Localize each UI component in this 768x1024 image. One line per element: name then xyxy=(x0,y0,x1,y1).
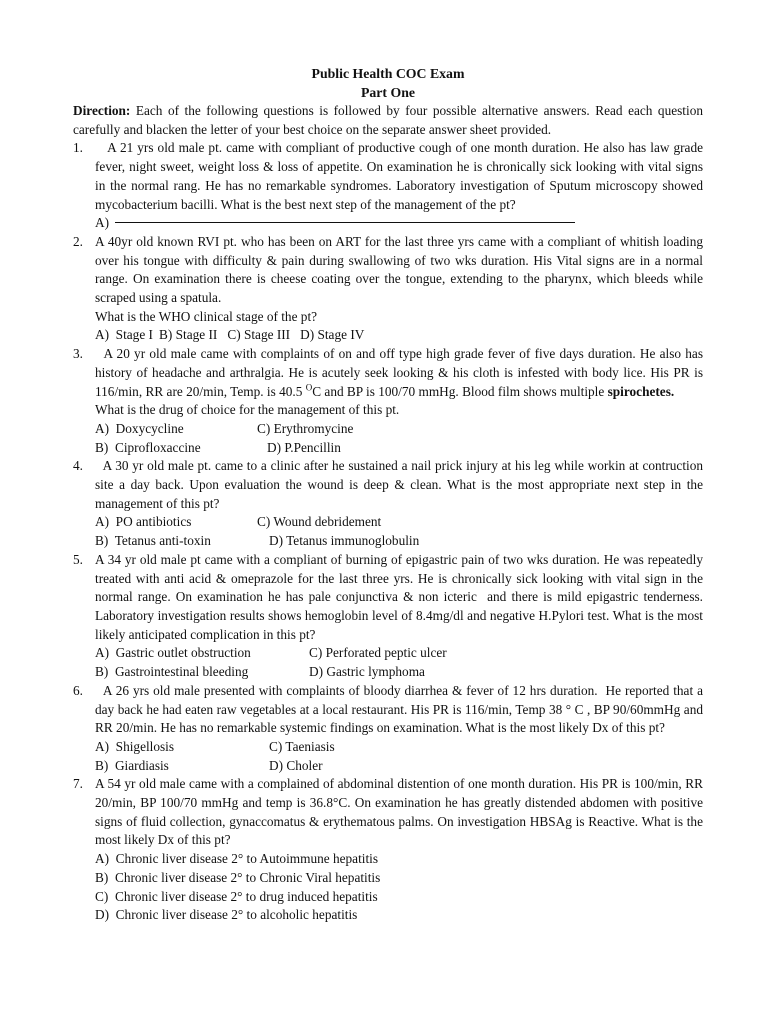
answer-label: A) xyxy=(95,215,110,231)
option-b[interactable]: B) Tetanus anti-toxin xyxy=(95,533,211,549)
options-row xyxy=(95,644,703,663)
question-text: A 26 yrs old male presented with complaints of bloody diarrhea & fever of 12 hrs duration. He reported that a day back he had eaten raw vegetables at a local restaurant. His PR is 116/min, Temp 38 ° C , BP 90/60mmHg and RR 20/min. He has no remarkable systemic findings on examination. What is the most likely Dx of this pt? xyxy=(95,682,707,736)
question-number: 6. xyxy=(73,682,83,698)
question-7 xyxy=(73,775,703,925)
answer-line xyxy=(95,214,703,233)
options-row xyxy=(95,326,703,345)
question-prompt: What is the drug of choice for the management of this pt. xyxy=(95,402,400,418)
question-6 xyxy=(73,682,707,776)
option-a[interactable]: A) PO antibiotics xyxy=(95,514,192,530)
question-number: 3. xyxy=(73,346,83,362)
option-b[interactable]: B) Chronic liver disease 2° to Chronic Viral hepatitis xyxy=(95,869,381,885)
option-d[interactable]: D) Chronic liver disease 2° to alcoholic hepatitis xyxy=(95,907,358,923)
question-text-cont: C and BP is 100/70 mmHg. Blood film shows multiple xyxy=(312,383,608,399)
option-d[interactable]: D) P.Pencillin xyxy=(267,439,341,455)
option-a[interactable]: A) Chronic liver disease 2° to Autoimmune hepatitis xyxy=(95,851,379,867)
option-a[interactable]: A) Doxycycline xyxy=(95,420,184,436)
option-c[interactable]: C) Taeniasis xyxy=(269,738,335,754)
question-number: 7. xyxy=(73,776,83,792)
option-d[interactable]: D) Tetanus immunoglobulin xyxy=(269,533,420,549)
question-4 xyxy=(73,457,707,551)
exam-title: Public Health COC Exam xyxy=(311,66,465,81)
options-row xyxy=(95,757,703,776)
exam-page xyxy=(73,64,707,925)
direction-text: Each of the following questions is followed by four possible alternative answers. Read each question carefully and blacken the letter of your best choice on the separate answer sheet provided. xyxy=(73,103,703,137)
direction-paragraph xyxy=(73,102,703,139)
option-c[interactable]: C) Stage III xyxy=(227,327,291,343)
option-c[interactable]: C) Perforated peptic ulcer xyxy=(309,645,447,661)
question-text: A 54 yr old male came with a complained of abdominal distention of one month duration. His PR is 100/min, RR 20/min, BP 100/70 mmHg and temp is 36.8°C. On examination he has greatly distended abdomen with positive signs of fluid collection, gynaccomatus & erythematous palms. On investigation HBSAg is Reactive. What is the most likely Dx of this pt? xyxy=(95,776,703,848)
option-b[interactable]: B) Gastrointestinal bleeding xyxy=(95,664,249,680)
question-number: 2. xyxy=(73,233,83,249)
options-row xyxy=(95,513,703,532)
question-text: A 40yr old known RVI pt. who has been on ART for the last three yrs came with a compliant of whitish loading over his tongue with difficulty & pain during swallowing of two wks duration. His Vital signs are in a normal range. On examination there is cheese coating over the tongue, extending to the pharynx, which bleeds while scraped using a spatula. xyxy=(95,233,703,306)
question-number: 5. xyxy=(73,551,83,567)
question-bold-term: spirochetes. xyxy=(607,383,675,399)
option-c[interactable]: C) Chronic liver disease 2° to drug induced hepatitis xyxy=(95,888,378,904)
option-d[interactable]: D) Choler xyxy=(269,757,323,773)
options-row xyxy=(95,439,703,458)
answer-blank[interactable] xyxy=(115,222,575,223)
question-text: A 21 yrs old male pt. came with compliant of productive cough of one month duration. He also has law grade fever, night sweet, weight loss & loss of appetite. On examination he is chronically sick looking with vital signs in the normal rang. He has no remarkable syndromes. Laboratory investigation of Sputum microscopy showed mycobacterium bacilli. What is the best next step of the management of the pt? xyxy=(95,140,707,212)
options-row xyxy=(95,738,703,757)
option-a[interactable]: A) Stage I xyxy=(95,327,153,343)
exam-part: Part One xyxy=(360,85,416,100)
option-d[interactable]: D) Stage IV xyxy=(300,327,365,343)
question-number: 1. xyxy=(73,140,83,156)
temperature-degree: O xyxy=(305,382,313,393)
question-2 xyxy=(73,233,703,345)
option-c[interactable]: C) Erythromycine xyxy=(257,420,354,436)
options-row xyxy=(95,420,703,439)
question-number: 4. xyxy=(73,458,83,474)
option-a[interactable]: A) Shigellosis xyxy=(95,738,175,754)
option-b[interactable]: B) Stage II xyxy=(158,327,218,343)
options-row xyxy=(95,532,703,551)
options-row xyxy=(95,663,703,682)
option-b[interactable]: B) Ciprofloxaccine xyxy=(95,439,201,455)
option-c[interactable]: C) Wound debridement xyxy=(257,514,382,530)
question-5 xyxy=(73,551,707,682)
question-prompt: What is the WHO clinical stage of the pt? xyxy=(95,308,318,324)
question-text: A 34 yr old male pt came with a compliant of burning of epigastric pain of two wks duration. He was repeatedly treated with anti acid & omeprazole for the last three yrs. He is chronically sick looking with vital sign in the normal range. On examination he has pale conjunctiva & non icteric and there is mild epigastric tenderness. Laboratory investigation results shows hemoglobin level of 8.4mg/dl and negative H.Pylori test. What is the most likely anticipated complication in this pt? xyxy=(95,551,707,642)
option-b[interactable]: B) Giardiasis xyxy=(95,757,169,773)
question-text: A 20 yr old male came with complaints of on and off type high grade fever of five days duration. He also has history of headache and arthralgia. He is acutely seek looking & his cloth is infested with body lice. His PR is 116/min, RR are 20/min, Temp. is 40.5 xyxy=(95,346,707,399)
question-3 xyxy=(73,345,707,457)
direction-label: Direction: xyxy=(73,103,131,118)
question-1 xyxy=(73,139,707,233)
option-a[interactable]: A) Gastric outlet obstruction xyxy=(95,645,251,661)
option-d[interactable]: D) Gastric lymphoma xyxy=(309,664,425,680)
question-text: A 30 yr old male pt. came to a clinic after he sustained a nail prick injury at his leg while workin at contruction site a day back. Upon evaluation the wound is deep & clean. What is the most appropriate next step in the management of this pt? xyxy=(95,458,707,511)
